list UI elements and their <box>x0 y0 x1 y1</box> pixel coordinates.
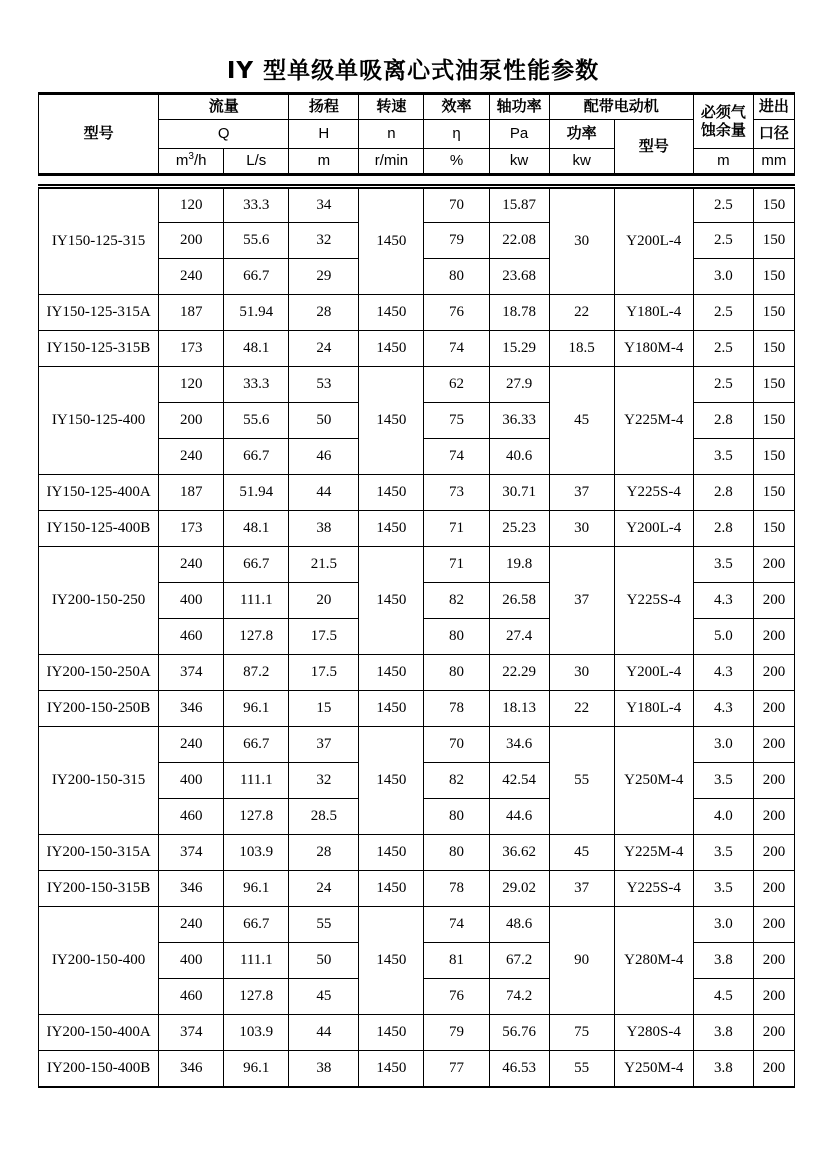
cell-flow-ls: 96.1 <box>224 691 289 727</box>
cell-port: 150 <box>753 439 794 475</box>
table-row <box>39 367 795 403</box>
header-shaft-power-symbol: Pa <box>489 120 549 149</box>
cell-speed: 1450 <box>359 475 424 511</box>
cell-port: 200 <box>753 799 794 835</box>
cell-efficiency: 71 <box>424 547 489 583</box>
cell-npsh: 3.0 <box>693 727 753 763</box>
cell-head: 38 <box>289 511 359 547</box>
cell-flow-ls: 66.7 <box>224 727 289 763</box>
cell-flow-ls: 111.1 <box>224 583 289 619</box>
cell-efficiency: 75 <box>424 403 489 439</box>
header-efficiency-symbol: η <box>424 120 489 149</box>
cell-efficiency: 70 <box>424 187 489 223</box>
cell-flow-ls: 48.1 <box>224 511 289 547</box>
table-row <box>39 187 795 223</box>
cell-efficiency: 76 <box>424 295 489 331</box>
cell-speed: 1450 <box>359 547 424 655</box>
cell-shaft-power: 67.2 <box>489 943 549 979</box>
cell-shaft-power: 19.8 <box>489 547 549 583</box>
cell-head: 44 <box>289 1015 359 1051</box>
header-head: 扬程 <box>289 94 359 120</box>
cell-port: 200 <box>753 1051 794 1087</box>
table-row <box>39 295 795 331</box>
unit-flow-ls: L/s <box>224 149 289 175</box>
cell-head: 28.5 <box>289 799 359 835</box>
cell-flow-ls: 103.9 <box>224 1015 289 1051</box>
cell-model: IY150-125-315A <box>39 295 159 331</box>
cell-speed: 1450 <box>359 1015 424 1051</box>
cell-efficiency: 78 <box>424 691 489 727</box>
cell-port: 200 <box>753 1015 794 1051</box>
cell-flow-ls: 33.3 <box>224 187 289 223</box>
cell-head: 29 <box>289 259 359 295</box>
cell-npsh: 3.5 <box>693 871 753 907</box>
cell-flow-m3h: 374 <box>159 835 224 871</box>
cell-speed: 1450 <box>359 367 424 475</box>
cell-motor-power: 37 <box>549 475 614 511</box>
cell-head: 20 <box>289 583 359 619</box>
cell-port: 200 <box>753 619 794 655</box>
cell-head: 17.5 <box>289 655 359 691</box>
cell-efficiency: 80 <box>424 835 489 871</box>
cell-port: 200 <box>753 835 794 871</box>
cell-head: 50 <box>289 943 359 979</box>
cell-model: IY200-150-250A <box>39 655 159 691</box>
cell-shaft-power: 22.29 <box>489 655 549 691</box>
cell-shaft-power: 30.71 <box>489 475 549 511</box>
cell-flow-m3h: 374 <box>159 655 224 691</box>
cell-port: 150 <box>753 223 794 259</box>
cell-motor-model: Y225S-4 <box>614 871 693 907</box>
cell-motor-power: 45 <box>549 835 614 871</box>
cell-flow-ls: 87.2 <box>224 655 289 691</box>
cell-npsh: 4.5 <box>693 979 753 1015</box>
cell-flow-m3h: 346 <box>159 1051 224 1087</box>
cell-shaft-power: 74.2 <box>489 979 549 1015</box>
table-row <box>39 691 795 727</box>
cell-motor-model: Y180L-4 <box>614 691 693 727</box>
cell-shaft-power: 15.87 <box>489 187 549 223</box>
spec-table-header <box>38 92 795 176</box>
cell-speed: 1450 <box>359 1051 424 1087</box>
cell-flow-ls: 103.9 <box>224 835 289 871</box>
cell-speed: 1450 <box>359 187 424 295</box>
cell-port: 150 <box>753 367 794 403</box>
cell-npsh: 3.5 <box>693 835 753 871</box>
cell-head: 44 <box>289 475 359 511</box>
cell-npsh: 3.8 <box>693 1015 753 1051</box>
cell-shaft-power: 40.6 <box>489 439 549 475</box>
header-flow-symbol: Q <box>159 120 289 149</box>
header-port-line2: 口径 <box>753 120 794 149</box>
cell-shaft-power: 36.33 <box>489 403 549 439</box>
cell-efficiency: 76 <box>424 979 489 1015</box>
cell-flow-ls: 96.1 <box>224 871 289 907</box>
cell-npsh: 4.3 <box>693 655 753 691</box>
cell-flow-m3h: 120 <box>159 367 224 403</box>
cell-flow-ls: 66.7 <box>224 547 289 583</box>
unit-head: m <box>289 149 359 175</box>
cell-flow-m3h: 200 <box>159 223 224 259</box>
cell-npsh: 2.8 <box>693 511 753 547</box>
cell-motor-model: Y250M-4 <box>614 1051 693 1087</box>
cell-npsh: 3.5 <box>693 547 753 583</box>
cell-motor-power: 37 <box>549 871 614 907</box>
cell-flow-m3h: 460 <box>159 799 224 835</box>
cell-shaft-power: 26.58 <box>489 583 549 619</box>
cell-model: IY200-150-400 <box>39 907 159 1015</box>
cell-shaft-power: 42.54 <box>489 763 549 799</box>
cell-motor-model: Y250M-4 <box>614 727 693 835</box>
cell-motor-power: 55 <box>549 1051 614 1087</box>
cell-npsh: 2.8 <box>693 475 753 511</box>
cell-flow-m3h: 400 <box>159 763 224 799</box>
cell-npsh: 5.0 <box>693 619 753 655</box>
cell-flow-m3h: 240 <box>159 907 224 943</box>
cell-flow-ls: 96.1 <box>224 1051 289 1087</box>
cell-npsh: 3.5 <box>693 439 753 475</box>
cell-shaft-power: 25.23 <box>489 511 549 547</box>
table-row <box>39 835 795 871</box>
cell-npsh: 3.8 <box>693 943 753 979</box>
table-row <box>39 871 795 907</box>
cell-speed: 1450 <box>359 691 424 727</box>
cell-motor-power: 75 <box>549 1015 614 1051</box>
cell-efficiency: 79 <box>424 223 489 259</box>
cell-motor-power: 45 <box>549 367 614 475</box>
cell-shaft-power: 27.9 <box>489 367 549 403</box>
cell-flow-m3h: 240 <box>159 547 224 583</box>
cell-head: 24 <box>289 871 359 907</box>
cell-head: 38 <box>289 1051 359 1087</box>
cell-npsh: 4.3 <box>693 691 753 727</box>
cell-port: 200 <box>753 979 794 1015</box>
cell-port: 150 <box>753 403 794 439</box>
cell-efficiency: 74 <box>424 331 489 367</box>
cell-flow-ls: 127.8 <box>224 799 289 835</box>
cell-efficiency: 78 <box>424 871 489 907</box>
cell-flow-m3h: 460 <box>159 619 224 655</box>
table-row <box>39 727 795 763</box>
cell-model: IY200-150-315 <box>39 727 159 835</box>
cell-port: 150 <box>753 475 794 511</box>
cell-npsh: 2.5 <box>693 367 753 403</box>
cell-motor-model: Y180M-4 <box>614 331 693 367</box>
cell-flow-ls: 66.7 <box>224 439 289 475</box>
cell-speed: 1450 <box>359 295 424 331</box>
cell-model: IY200-150-400B <box>39 1051 159 1087</box>
cell-efficiency: 80 <box>424 799 489 835</box>
header-npsh-line1: 必须气 <box>700 103 746 122</box>
cell-flow-m3h: 374 <box>159 1015 224 1051</box>
cell-model: IY150-125-400 <box>39 367 159 475</box>
cell-efficiency: 73 <box>424 475 489 511</box>
header-model: 型号 <box>39 94 159 175</box>
cell-head: 28 <box>289 295 359 331</box>
cell-port: 200 <box>753 871 794 907</box>
header-head-symbol: H <box>289 120 359 149</box>
table-row <box>39 547 795 583</box>
cell-motor-model: Y225S-4 <box>614 475 693 511</box>
cell-efficiency: 80 <box>424 259 489 295</box>
cell-shaft-power: 18.13 <box>489 691 549 727</box>
cell-motor-power: 22 <box>549 295 614 331</box>
cell-head: 28 <box>289 835 359 871</box>
cell-efficiency: 71 <box>424 511 489 547</box>
header-motor-model: 型号 <box>614 120 693 175</box>
cell-flow-ls: 55.6 <box>224 223 289 259</box>
table-row <box>39 331 795 367</box>
cell-npsh: 3.0 <box>693 907 753 943</box>
cell-motor-model: Y200L-4 <box>614 187 693 295</box>
cell-speed: 1450 <box>359 907 424 1015</box>
header-flow: 流量 <box>159 94 289 120</box>
cell-head: 17.5 <box>289 619 359 655</box>
cell-flow-m3h: 400 <box>159 943 224 979</box>
cell-speed: 1450 <box>359 511 424 547</box>
cell-flow-ls: 111.1 <box>224 943 289 979</box>
cell-flow-ls: 66.7 <box>224 907 289 943</box>
cell-npsh: 2.5 <box>693 187 753 223</box>
cell-motor-model: Y280M-4 <box>614 907 693 1015</box>
cell-npsh: 3.0 <box>693 259 753 295</box>
cell-flow-m3h: 200 <box>159 403 224 439</box>
cell-motor-model: Y225M-4 <box>614 835 693 871</box>
cell-motor-model: Y225S-4 <box>614 547 693 655</box>
unit-npsh: m <box>693 149 753 175</box>
cell-efficiency: 80 <box>424 619 489 655</box>
cell-shaft-power: 27.4 <box>489 619 549 655</box>
header-npsh-line2: 蚀余量 <box>700 120 746 139</box>
unit-shaft-power: kw <box>489 149 549 175</box>
cell-flow-ls: 127.8 <box>224 979 289 1015</box>
cell-head: 15 <box>289 691 359 727</box>
cell-head: 24 <box>289 331 359 367</box>
cell-flow-m3h: 240 <box>159 259 224 295</box>
cell-flow-ls: 127.8 <box>224 619 289 655</box>
cell-model: IY150-125-400B <box>39 511 159 547</box>
header-speed: 转速 <box>359 94 424 120</box>
table-row <box>39 655 795 691</box>
cell-shaft-power: 15.29 <box>489 331 549 367</box>
cell-motor-power: 30 <box>549 655 614 691</box>
cell-npsh: 2.8 <box>693 403 753 439</box>
cell-motor-power: 90 <box>549 907 614 1015</box>
cell-flow-m3h: 173 <box>159 331 224 367</box>
cell-motor-power: 55 <box>549 727 614 835</box>
header-motor-power: 功率 <box>549 120 614 149</box>
cell-flow-ls: 48.1 <box>224 331 289 367</box>
cell-head: 34 <box>289 187 359 223</box>
cell-shaft-power: 34.6 <box>489 727 549 763</box>
cell-flow-ls: 111.1 <box>224 763 289 799</box>
cell-model: IY150-125-315B <box>39 331 159 367</box>
cell-efficiency: 80 <box>424 655 489 691</box>
cell-flow-ls: 33.3 <box>224 367 289 403</box>
header-port-line1: 进出 <box>753 94 794 120</box>
header-shaft-power: 轴功率 <box>489 94 549 120</box>
unit-port: mm <box>753 149 794 175</box>
cell-model: IY200-150-315B <box>39 871 159 907</box>
table-row <box>39 907 795 943</box>
cell-port: 150 <box>753 259 794 295</box>
cell-npsh: 2.5 <box>693 223 753 259</box>
cell-shaft-power: 23.68 <box>489 259 549 295</box>
cell-efficiency: 77 <box>424 1051 489 1087</box>
cell-efficiency: 74 <box>424 439 489 475</box>
cell-head: 32 <box>289 763 359 799</box>
cell-efficiency: 79 <box>424 1015 489 1051</box>
cell-speed: 1450 <box>359 871 424 907</box>
cell-port: 200 <box>753 655 794 691</box>
superscript-3: 3 <box>188 151 194 163</box>
cell-shaft-power: 56.76 <box>489 1015 549 1051</box>
page-title: IY 型单级单吸离心式油泵性能参数 <box>226 58 600 84</box>
cell-motor-model: Y225M-4 <box>614 367 693 475</box>
cell-port: 200 <box>753 583 794 619</box>
cell-motor-power: 18.5 <box>549 331 614 367</box>
cell-flow-m3h: 346 <box>159 871 224 907</box>
cell-head: 37 <box>289 727 359 763</box>
cell-flow-m3h: 460 <box>159 979 224 1015</box>
cell-flow-m3h: 187 <box>159 475 224 511</box>
header-efficiency: 效率 <box>424 94 489 120</box>
cell-shaft-power: 18.78 <box>489 295 549 331</box>
cell-npsh: 3.5 <box>693 763 753 799</box>
cell-flow-ls: 55.6 <box>224 403 289 439</box>
cell-speed: 1450 <box>359 655 424 691</box>
unit-flow-m3h: $m^3/h$ <box>159 149 224 175</box>
cell-npsh: 4.3 <box>693 583 753 619</box>
cell-port: 200 <box>753 907 794 943</box>
cell-head: 32 <box>289 223 359 259</box>
cell-motor-model: Y200L-4 <box>614 511 693 547</box>
cell-efficiency: 62 <box>424 367 489 403</box>
cell-speed: 1450 <box>359 727 424 835</box>
cell-npsh: 2.5 <box>693 295 753 331</box>
cell-npsh: 3.8 <box>693 1051 753 1087</box>
cell-npsh: 2.5 <box>693 331 753 367</box>
cell-flow-m3h: 187 <box>159 295 224 331</box>
cell-motor-power: 30 <box>549 187 614 295</box>
cell-model: IY200-150-400A <box>39 1015 159 1051</box>
cell-model: IY150-125-315 <box>39 187 159 295</box>
cell-speed: 1450 <box>359 331 424 367</box>
cell-port: 150 <box>753 295 794 331</box>
cell-shaft-power: 22.08 <box>489 223 549 259</box>
unit-speed: r/min <box>359 149 424 175</box>
cell-port: 200 <box>753 547 794 583</box>
cell-head: 55 <box>289 907 359 943</box>
cell-efficiency: 82 <box>424 763 489 799</box>
cell-head: 45 <box>289 979 359 1015</box>
cell-port: 150 <box>753 331 794 367</box>
cell-model: IY200-150-250B <box>39 691 159 727</box>
table-row <box>39 1015 795 1051</box>
cell-model: IY200-150-250 <box>39 547 159 655</box>
cell-npsh: 4.0 <box>693 799 753 835</box>
cell-flow-m3h: 400 <box>159 583 224 619</box>
cell-efficiency: 81 <box>424 943 489 979</box>
cell-port: 200 <box>753 727 794 763</box>
cell-port: 200 <box>753 691 794 727</box>
header-motor: 配带电动机 <box>549 94 693 120</box>
cell-speed: 1450 <box>359 835 424 871</box>
cell-model: IY200-150-315A <box>39 835 159 871</box>
cell-shaft-power: 36.62 <box>489 835 549 871</box>
header-speed-symbol: n <box>359 120 424 149</box>
cell-head: 53 <box>289 367 359 403</box>
cell-efficiency: 82 <box>424 583 489 619</box>
table-row <box>39 511 795 547</box>
table-row <box>39 475 795 511</box>
cell-flow-m3h: 173 <box>159 511 224 547</box>
cell-efficiency: 70 <box>424 727 489 763</box>
cell-port: 150 <box>753 187 794 223</box>
unit-efficiency: % <box>424 149 489 175</box>
cell-shaft-power: 29.02 <box>489 871 549 907</box>
cell-head: 21.5 <box>289 547 359 583</box>
header-npsh <box>693 94 753 149</box>
cell-flow-ls: 66.7 <box>224 259 289 295</box>
cell-motor-power: 30 <box>549 511 614 547</box>
cell-model: IY150-125-400A <box>39 475 159 511</box>
cell-shaft-power: 44.6 <box>489 799 549 835</box>
cell-flow-m3h: 120 <box>159 187 224 223</box>
cell-motor-model: Y280S-4 <box>614 1015 693 1051</box>
cell-flow-m3h: 240 <box>159 439 224 475</box>
cell-shaft-power: 46.53 <box>489 1051 549 1087</box>
cell-motor-power: 37 <box>549 547 614 655</box>
cell-flow-m3h: 240 <box>159 727 224 763</box>
unit-motor-power: kw <box>549 149 614 175</box>
cell-port: 150 <box>753 511 794 547</box>
cell-shaft-power: 48.6 <box>489 907 549 943</box>
cell-port: 200 <box>753 943 794 979</box>
cell-motor-power: 22 <box>549 691 614 727</box>
cell-port: 200 <box>753 763 794 799</box>
cell-head: 46 <box>289 439 359 475</box>
table-row <box>39 1051 795 1087</box>
cell-flow-ls: 51.94 <box>224 475 289 511</box>
cell-motor-model: Y180L-4 <box>614 295 693 331</box>
cell-flow-m3h: 346 <box>159 691 224 727</box>
cell-efficiency: 74 <box>424 907 489 943</box>
cell-flow-ls: 51.94 <box>224 295 289 331</box>
cell-motor-model: Y200L-4 <box>614 655 693 691</box>
spec-table-body <box>38 184 795 1088</box>
cell-head: 50 <box>289 403 359 439</box>
